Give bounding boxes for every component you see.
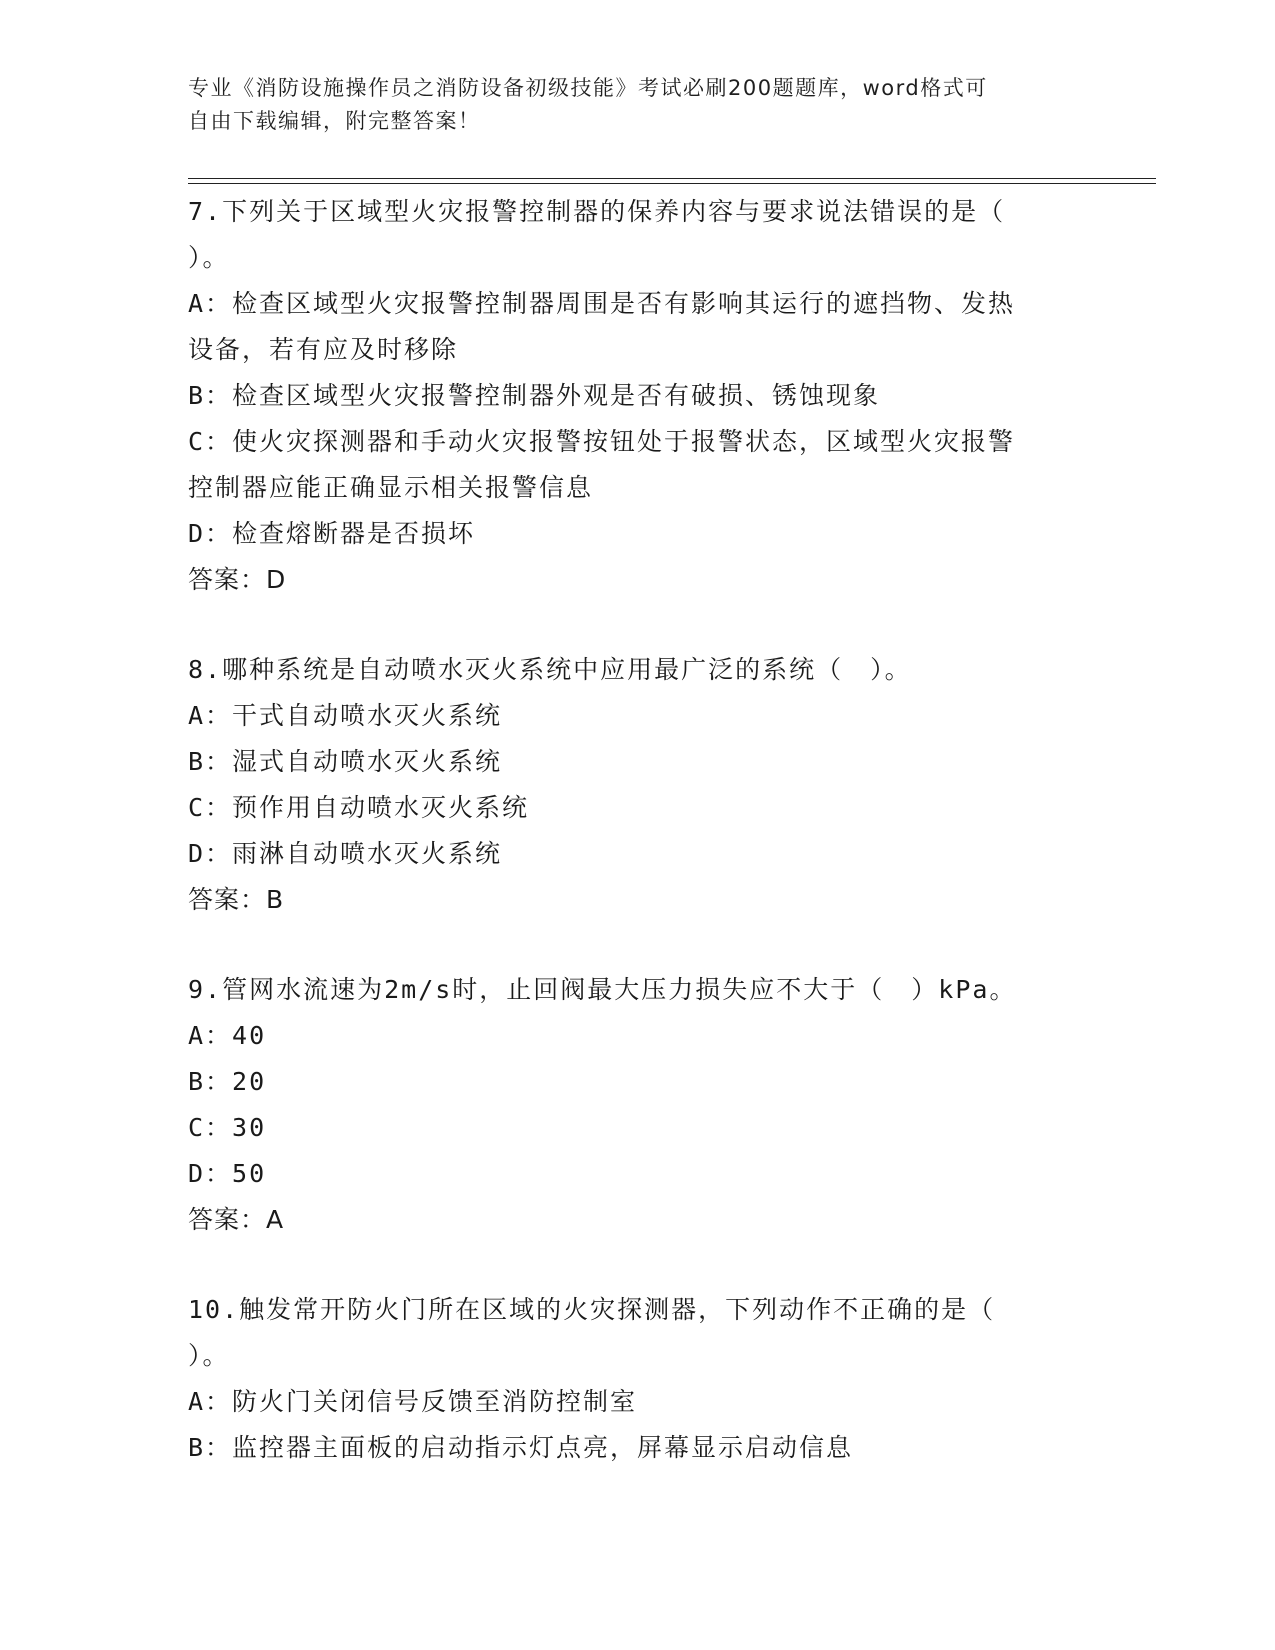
page-header [188, 72, 1068, 138]
question-stem: ）。 [188, 243, 230, 272]
option-a: A：干式自动喷水灭火系统 [188, 701, 503, 730]
option-b: B：湿式自动喷水灭火系统 [188, 747, 503, 776]
answer-text: 答案：A [188, 1205, 285, 1234]
question-stem: 9.管网水流速为2m/s时，止回阀最大压力损失应不大于（ ）kPa。 [188, 975, 1017, 1004]
question-stem: ）。 [188, 1341, 230, 1370]
option-a: A：检查区域型火灾报警控制器周围是否有影响其运行的遮挡物、发热 [188, 289, 1016, 318]
option-b: B：检查区域型火灾报警控制器外观是否有破损、锈蚀现象 [188, 381, 881, 410]
option-c: C：预作用自动喷水灭火系统 [188, 793, 530, 822]
option-d: D：雨淋自动喷水灭火系统 [188, 839, 503, 868]
answer-text: 答案：B [188, 885, 285, 914]
option-b: B：20 [188, 1067, 267, 1096]
option-d: D：50 [188, 1159, 267, 1188]
question-stem: 10.触发常开防火门所在区域的火灾探测器，下列动作不正确的是（ [188, 1295, 996, 1324]
option-a-continued: 设备，若有应及时移除 [188, 335, 459, 364]
question-list [188, 189, 1088, 1471]
option-a: A：40 [188, 1021, 267, 1050]
question-stem: 8.哪种系统是自动喷水灭火系统中应用最广泛的系统（ ）。 [188, 655, 912, 684]
option-c: C：30 [188, 1113, 267, 1142]
header-divider-bottom [188, 183, 1156, 184]
option-b: B：监控器主面板的启动指示灯点亮，屏幕显示启动信息 [188, 1433, 854, 1462]
header-line: 自由下载编辑，附完整答案！ [188, 109, 481, 133]
option-d: D：检查熔断器是否损坏 [188, 519, 476, 548]
question-block [188, 647, 1088, 923]
option-c-continued: 控制器应能正确显示相关报警信息 [188, 473, 594, 502]
question-block [188, 967, 1088, 1243]
header-divider-top [188, 178, 1156, 179]
question-block [188, 1287, 1088, 1471]
option-a: A：防火门关闭信号反馈至消防控制室 [188, 1387, 638, 1416]
header-line: 专业《消防设施操作员之消防设备初级技能》考试必刷200题题库，word格式可 [188, 76, 988, 100]
question-stem: 7.下列关于区域型火灾报警控制器的保养内容与要求说法错误的是（ [188, 197, 1006, 226]
question-block [188, 189, 1088, 603]
option-c: C：使火灾探测器和手动火灾报警按钮处于报警状态，区域型火灾报警 [188, 427, 1016, 456]
answer-text: 答案：D [188, 565, 287, 594]
